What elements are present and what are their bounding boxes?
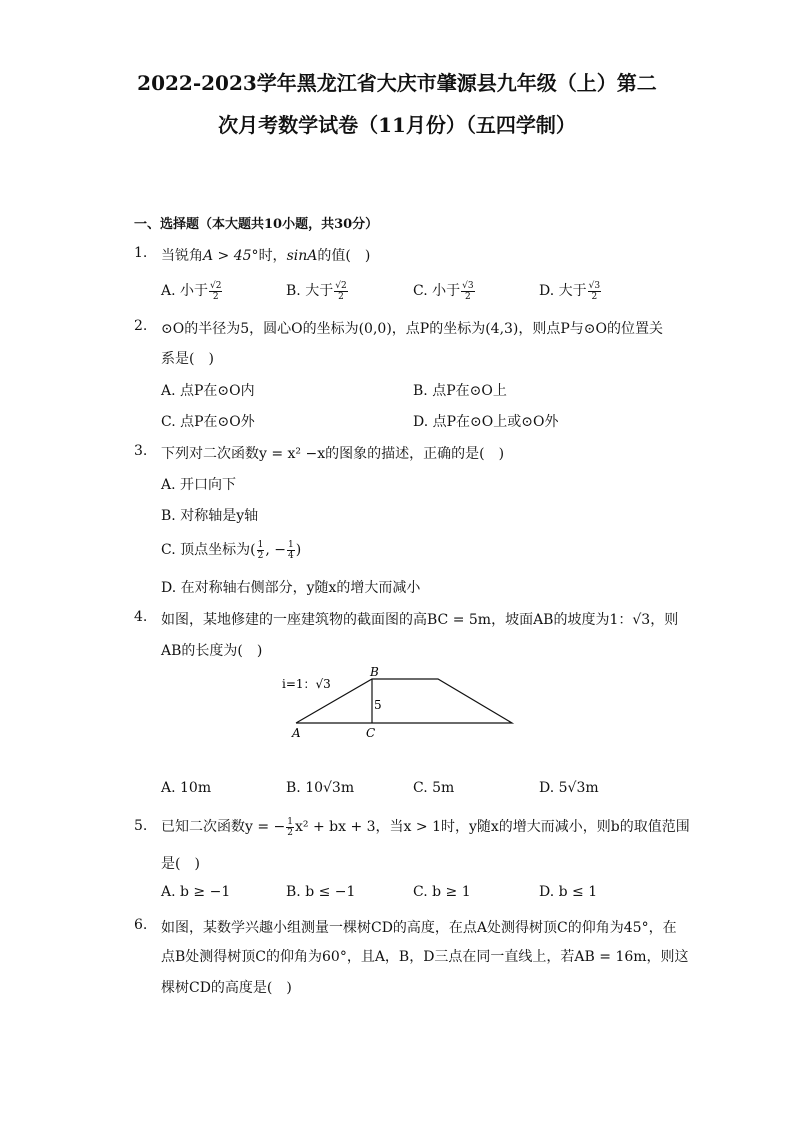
q2-option-d: D. 点P在⊙O上或⊙O外 [413,414,559,430]
q1-option-c-fraction [461,281,474,302]
q3-c-f1-num: 1 [257,539,264,550]
q1-stem-math2: sinA [286,248,318,264]
q1-option-d-label: D. 大于 [539,283,587,299]
question-5-line-1 [161,816,690,838]
q5-fraction-den: 2 [287,827,294,838]
q1-option-b-label: B. 大于 [286,283,334,299]
q3-c-f2-den: 4 [287,550,294,561]
q1-option-c-num: √3 [462,280,474,291]
q4-option-b: B. 10√3m [286,780,355,796]
q4-option-d: D. 5√3m [539,780,599,796]
q3-option-c-fraction-1 [257,540,265,561]
q3-option-c-prefix: C. 顶点坐标为( [161,542,256,558]
question-4-line-2: AB的长度为( ) [161,643,263,659]
q4-slope-label: i=1：√3 [282,677,331,691]
question-4-number: 4. [134,609,148,625]
q2-option-c: C. 点P在⊙O外 [161,414,255,430]
q1-stem-math: A > 45° [203,248,259,264]
q4-option-a: A. 10m [161,780,212,796]
question-2-line-1: ⊙O的半径为5，圆心O的坐标为(0,0)，点P的坐标为(4,3)，则点P与⊙O的位置关 [161,321,664,337]
q4-label-b: B [370,665,379,679]
q1-option-a [161,280,223,302]
q1-option-d-den: 2 [591,291,598,302]
question-5-line-2: 是( ) [161,856,200,872]
q4-label-c: C [366,726,376,740]
q5-fraction-num: 1 [287,816,294,827]
q1-option-c [413,280,476,302]
q5-fraction [286,817,294,838]
q2-option-a: A. 点P在⊙O内 [161,383,255,399]
q3-option-c-fraction-2 [287,540,295,561]
q5-option-c: C. b ≥ 1 [413,884,471,900]
q3-option-a: A. 开口向下 [161,477,237,493]
question-3-line-1: 下列对二次函数y = x² −x的图象的描述，正确的是( ) [161,446,505,462]
question-2-number: 2. [134,318,148,334]
q3-c-f2-num: 1 [287,539,294,550]
q5-line1-b: x² + bx + 3，当x > 1时，y随x的增大而减小，则b的取值范围 [295,819,690,835]
q3-option-c [161,539,301,561]
q3-c-f1-den: 2 [257,550,264,561]
q4-figure [276,662,520,744]
q4-label-a: A [292,726,301,740]
q1-option-b-den: 2 [338,291,344,302]
q1-stem-a: 当锐角 [161,248,203,264]
question-2-line-2: 系是( ) [161,351,214,367]
title-line-1: 2022-2023学年黑龙江省大庆市肇源县九年级（上）第二 [137,71,657,95]
q3-option-d: D. 在对称轴右侧部分，y随x的增大而减小 [161,580,421,596]
title-line-2: 次月考数学试卷（11月份）（五四学制） [218,113,576,137]
q1-option-d-num: √3 [588,280,601,291]
q1-option-c-den: 2 [464,291,471,302]
q4-height-label: 5 [374,698,382,712]
question-6-number: 6. [134,917,148,933]
q1-option-b-fraction [334,281,347,302]
q5-option-b: B. b ≤ −1 [286,884,356,900]
q1-option-a-label: A. 小于 [161,283,209,299]
q1-option-d [539,280,602,302]
question-1-number: 1. [134,245,148,261]
q1-stem-c: 的值( ) [317,248,371,264]
question-5-number: 5. [134,818,148,834]
q1-option-b [286,280,349,302]
q3-option-c-sep: , − [265,542,286,558]
q5-option-a: A. b ≥ −1 [161,884,231,900]
q5-line1-a: 已知二次函数y = − [161,819,286,835]
q1-option-a-den: 2 [212,291,219,302]
question-1-stem [161,245,370,265]
question-3-number: 3. [134,443,148,459]
q1-option-c-label: C. 小于 [413,283,461,299]
q3-option-c-suffix: ) [295,542,302,558]
section-heading: 一、选择题（本大题共10小题，共30分） [134,217,379,232]
q3-option-b: B. 对称轴是y轴 [161,508,259,524]
question-6-line-1: 如图，某数学兴趣小组测量一棵树CD的高度，在点A处测得树顶C的仰角为45°，在 [161,920,677,936]
question-6-line-2: 点B处测得树顶C的仰角为60°，且A，B，D三点在同一直线上，若AB = 16m，则这 [161,949,689,965]
q1-option-d-fraction [588,281,601,302]
q1-stem-b: 时， [258,248,287,264]
q2-option-b: B. 点P在⊙O上 [413,383,507,399]
q5-option-d: D. b ≤ 1 [539,884,598,900]
q1-option-b-num: √2 [335,280,347,291]
question-6-line-3: 棵树CD的高度是( ) [161,980,292,996]
q1-option-a-num: √2 [210,280,222,291]
q1-option-a-fraction [209,281,222,302]
question-4-line-1: 如图，某地修建的一座建筑物的截面图的高BC = 5m，坡面AB的坡度为1：√3，则 [161,612,679,628]
q4-option-c: C. 5m [413,780,455,796]
